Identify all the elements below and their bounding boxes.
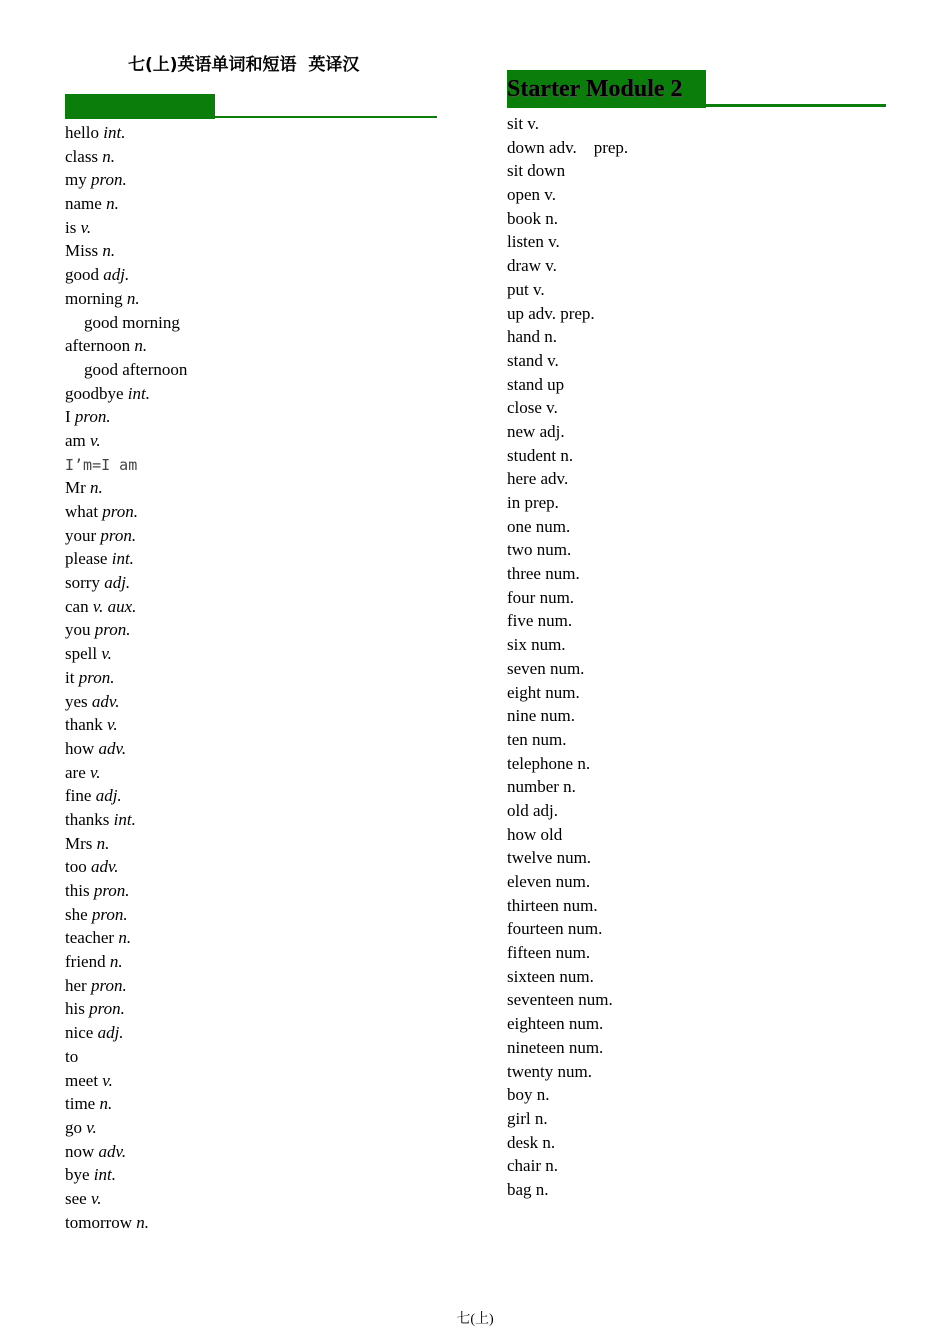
part-of-speech: n. (118, 928, 132, 948)
vocab-item: eleven num. (507, 872, 591, 891)
vocab-word: nice (65, 1023, 94, 1043)
vocab-item: nineteen num. (507, 1037, 604, 1057)
vocab-item (65, 1187, 187, 1211)
vocab-item (65, 500, 187, 524)
document-title: 七(上)英语单词和短语 英译汉 (128, 55, 360, 75)
vocab-item: thirteen num. (507, 895, 598, 915)
vocab-item: put v. (507, 279, 545, 299)
vocab-item (65, 879, 187, 903)
vocab-item: sit down (507, 161, 566, 181)
vocab-item: chair n. (507, 1156, 558, 1176)
left-word-list (65, 121, 187, 1234)
vocab-item (65, 595, 187, 619)
vocab-item (65, 713, 187, 737)
vocab-item: six num. (507, 635, 566, 655)
part-of-speech: n. (136, 1212, 150, 1232)
part-of-speech: n. (134, 336, 148, 356)
vocab-item (65, 761, 187, 785)
vocab-item: twelve num. (507, 848, 592, 868)
vocab-item (65, 1045, 187, 1069)
right-word-list (507, 112, 628, 1202)
page-footer: 七(上) (456, 1312, 494, 1327)
vocab-item: open v. (507, 185, 556, 205)
part-of-speech: adv. (98, 1141, 127, 1161)
vocab-item: girl n. (507, 1108, 548, 1128)
vocab-word: how (65, 738, 95, 758)
vocab-item: desk n. (507, 1132, 556, 1152)
vocab-item (65, 263, 187, 287)
vocab-item (65, 287, 187, 311)
vocab-item: down adv. prep. (507, 137, 629, 157)
vocab-item (65, 808, 187, 832)
vocab-item: how old (507, 824, 563, 844)
part-of-speech: v. (107, 715, 118, 735)
part-of-speech: v. (90, 1188, 102, 1208)
part-of-speech: pron. (94, 620, 131, 640)
vocab-item (65, 239, 187, 263)
vocab-item: here adv. (507, 469, 569, 489)
vocab-word: sorry (65, 573, 100, 593)
vocab-item: book n. (507, 208, 558, 228)
vocab-word: tomorrow (65, 1212, 133, 1232)
vocab-item: seventeen num. (507, 990, 613, 1010)
part-of-speech: n. (102, 146, 116, 166)
part-of-speech: pron. (91, 904, 128, 924)
vocab-item: listen v. (507, 232, 560, 252)
vocab-word: I’m=I am (65, 455, 138, 474)
vocab-word: Mr (65, 478, 86, 498)
vocab-word: can (65, 596, 89, 616)
vocab-item (65, 429, 187, 453)
part-of-speech: adj. (95, 786, 122, 806)
part-of-speech: n. (109, 952, 123, 972)
vocab-word: fine (65, 786, 92, 806)
vocab-item (65, 926, 187, 950)
vocab-word: is (65, 217, 77, 237)
vocab-item (65, 524, 187, 548)
vocab-word: she (65, 904, 88, 924)
part-of-speech: n. (90, 478, 103, 498)
vocab-word: to (65, 1046, 79, 1066)
vocab-word: please (65, 549, 108, 569)
vocab-word: Miss (65, 241, 99, 261)
part-of-speech: adv. (91, 691, 120, 711)
vocab-item (65, 974, 187, 998)
vocab-item: fourteen num. (507, 919, 603, 939)
part-of-speech: adj. (97, 1023, 124, 1043)
part-of-speech: pron. (74, 407, 111, 427)
part-of-speech: adv. (90, 857, 119, 877)
part-of-speech: adj. (103, 265, 130, 285)
vocab-word: you (65, 620, 91, 640)
part-of-speech: int. (111, 549, 134, 569)
vocab-item (65, 168, 187, 192)
vocab-item (65, 405, 187, 429)
part-of-speech: pron. (93, 881, 130, 900)
vocab-item: one num. (507, 516, 571, 536)
vocab-item (65, 903, 187, 927)
vocab-item: three num. (507, 564, 580, 584)
vocab-item: draw v. (507, 256, 557, 276)
vocab-item (65, 547, 187, 571)
vocab-item: close v. (507, 398, 558, 418)
part-of-speech: v. (80, 217, 92, 237)
vocab-item: old adj. (507, 800, 558, 820)
vocab-word: thank (65, 715, 103, 735)
vocab-word: spell (65, 644, 98, 664)
vocab-item: eighteen num. (507, 1014, 604, 1034)
right-header-bar: Starter Module 2 (507, 70, 706, 108)
vocab-item (65, 950, 187, 974)
vocab-item (65, 1211, 187, 1235)
vocab-item (65, 1021, 187, 1045)
vocab-item: four num. (507, 587, 575, 607)
vocab-item: five num. (507, 611, 573, 631)
vocab-word: bye (65, 1165, 90, 1185)
part-of-speech: v. aux. (92, 596, 137, 616)
vocab-item: nine num. (507, 706, 575, 726)
vocab-item: number n. (507, 777, 576, 797)
part-of-speech: pron. (100, 525, 137, 545)
vocab-item: new adj. (507, 421, 565, 441)
vocab-word: his (65, 999, 85, 1019)
part-of-speech: int. (127, 383, 150, 403)
vocab-item (65, 737, 187, 761)
vocab-item (65, 618, 187, 642)
part-of-speech: n. (106, 194, 119, 214)
vocab-word: good afternoon (84, 359, 188, 379)
vocab-item (65, 855, 187, 879)
vocab-item (65, 1092, 187, 1116)
vocab-item: stand up (507, 374, 565, 394)
vocab-item: student n. (507, 445, 574, 465)
vocab-item (65, 216, 187, 240)
vocab-item (65, 358, 187, 382)
vocab-word: go (65, 1117, 82, 1137)
vocab-word: teacher (65, 928, 115, 948)
vocab-item (65, 571, 187, 595)
vocab-item: two num. (507, 540, 572, 560)
right-header-rule (706, 104, 886, 107)
vocab-word: yes (65, 691, 88, 711)
vocab-word: afternoon (65, 336, 131, 356)
right-section-header (507, 70, 886, 108)
vocab-word: goodbye (65, 383, 124, 403)
vocab-item: boy n. (507, 1085, 550, 1105)
vocab-item: eight num. (507, 682, 580, 702)
vocab-item: stand v. (507, 350, 559, 370)
vocab-item: telephone n. (507, 753, 591, 773)
part-of-speech: pron. (90, 975, 127, 995)
vocab-item (65, 1163, 187, 1187)
vocab-word: what (65, 502, 99, 521)
left-header-bar (65, 94, 215, 119)
part-of-speech: n. (96, 833, 110, 853)
vocab-word: name (65, 194, 102, 214)
vocab-word: meet (65, 1070, 99, 1090)
vocab-word: morning (65, 288, 123, 308)
part-of-speech: pron. (89, 999, 125, 1019)
part-of-speech: int. (103, 123, 126, 142)
vocab-item: bag n. (507, 1179, 549, 1199)
vocab-word: Mrs (65, 833, 93, 853)
vocab-item: in prep. (507, 493, 559, 512)
vocab-item (65, 192, 187, 216)
vocab-item (65, 784, 187, 808)
vocab-item: up adv. prep. (507, 303, 595, 323)
vocab-word: thanks (65, 809, 110, 829)
vocab-word: your (65, 525, 97, 545)
vocab-word: I (65, 407, 71, 427)
vocab-word: hello (65, 123, 99, 142)
vocab-word: my (65, 170, 87, 190)
part-of-speech: adj. (104, 573, 131, 593)
vocab-word: it (65, 667, 75, 687)
vocab-item (65, 690, 187, 714)
vocab-item (65, 311, 187, 335)
vocab-item (65, 121, 187, 145)
vocab-item: fifteen num. (507, 943, 591, 963)
vocab-word: are (65, 762, 86, 782)
vocab-word: good morning (84, 312, 180, 332)
vocab-word: am (65, 430, 86, 450)
vocab-word: class (65, 146, 99, 166)
vocab-item: ten num. (507, 729, 567, 749)
vocab-item: sixteen num. (507, 966, 594, 986)
part-of-speech: v. (102, 1070, 113, 1090)
part-of-speech: v. (90, 430, 101, 450)
part-of-speech: pron. (78, 667, 115, 687)
vocab-item (65, 1069, 187, 1093)
part-of-speech: n. (99, 1094, 113, 1114)
vocab-item: hand n. (507, 327, 558, 347)
left-header-rule (215, 116, 437, 118)
vocab-item: sit v. (507, 114, 539, 133)
vocab-word: see (65, 1188, 87, 1208)
part-of-speech: n. (126, 288, 140, 308)
vocab-item: twenty num. (507, 1061, 592, 1081)
part-of-speech: v. (86, 1117, 97, 1137)
vocab-item (65, 1116, 187, 1140)
vocab-item (65, 476, 187, 500)
vocab-word: now (65, 1141, 95, 1161)
vocab-item (65, 334, 187, 358)
left-section-header (65, 94, 437, 119)
part-of-speech: int. (93, 1165, 116, 1185)
vocab-word: time (65, 1094, 96, 1114)
vocab-item (65, 382, 187, 406)
vocab-item (65, 1140, 187, 1164)
part-of-speech: pron. (90, 170, 127, 190)
vocab-item (65, 666, 187, 690)
part-of-speech: n. (102, 241, 116, 261)
part-of-speech: adv. (98, 738, 127, 758)
vocab-word: friend (65, 952, 106, 972)
vocab-word: this (65, 881, 90, 900)
vocab-item (65, 832, 187, 856)
vocab-item (65, 997, 187, 1021)
vocab-word: good (65, 265, 99, 285)
part-of-speech: pron. (102, 502, 139, 521)
vocab-item: seven num. (507, 658, 585, 678)
vocab-word: her (65, 975, 87, 995)
part-of-speech: v. (90, 762, 101, 782)
vocab-word: too (65, 857, 87, 877)
vocab-item (65, 453, 187, 477)
part-of-speech: v. (101, 644, 112, 664)
part-of-speech: int. (113, 809, 136, 829)
vocab-item (65, 642, 187, 666)
vocab-item (65, 145, 187, 169)
